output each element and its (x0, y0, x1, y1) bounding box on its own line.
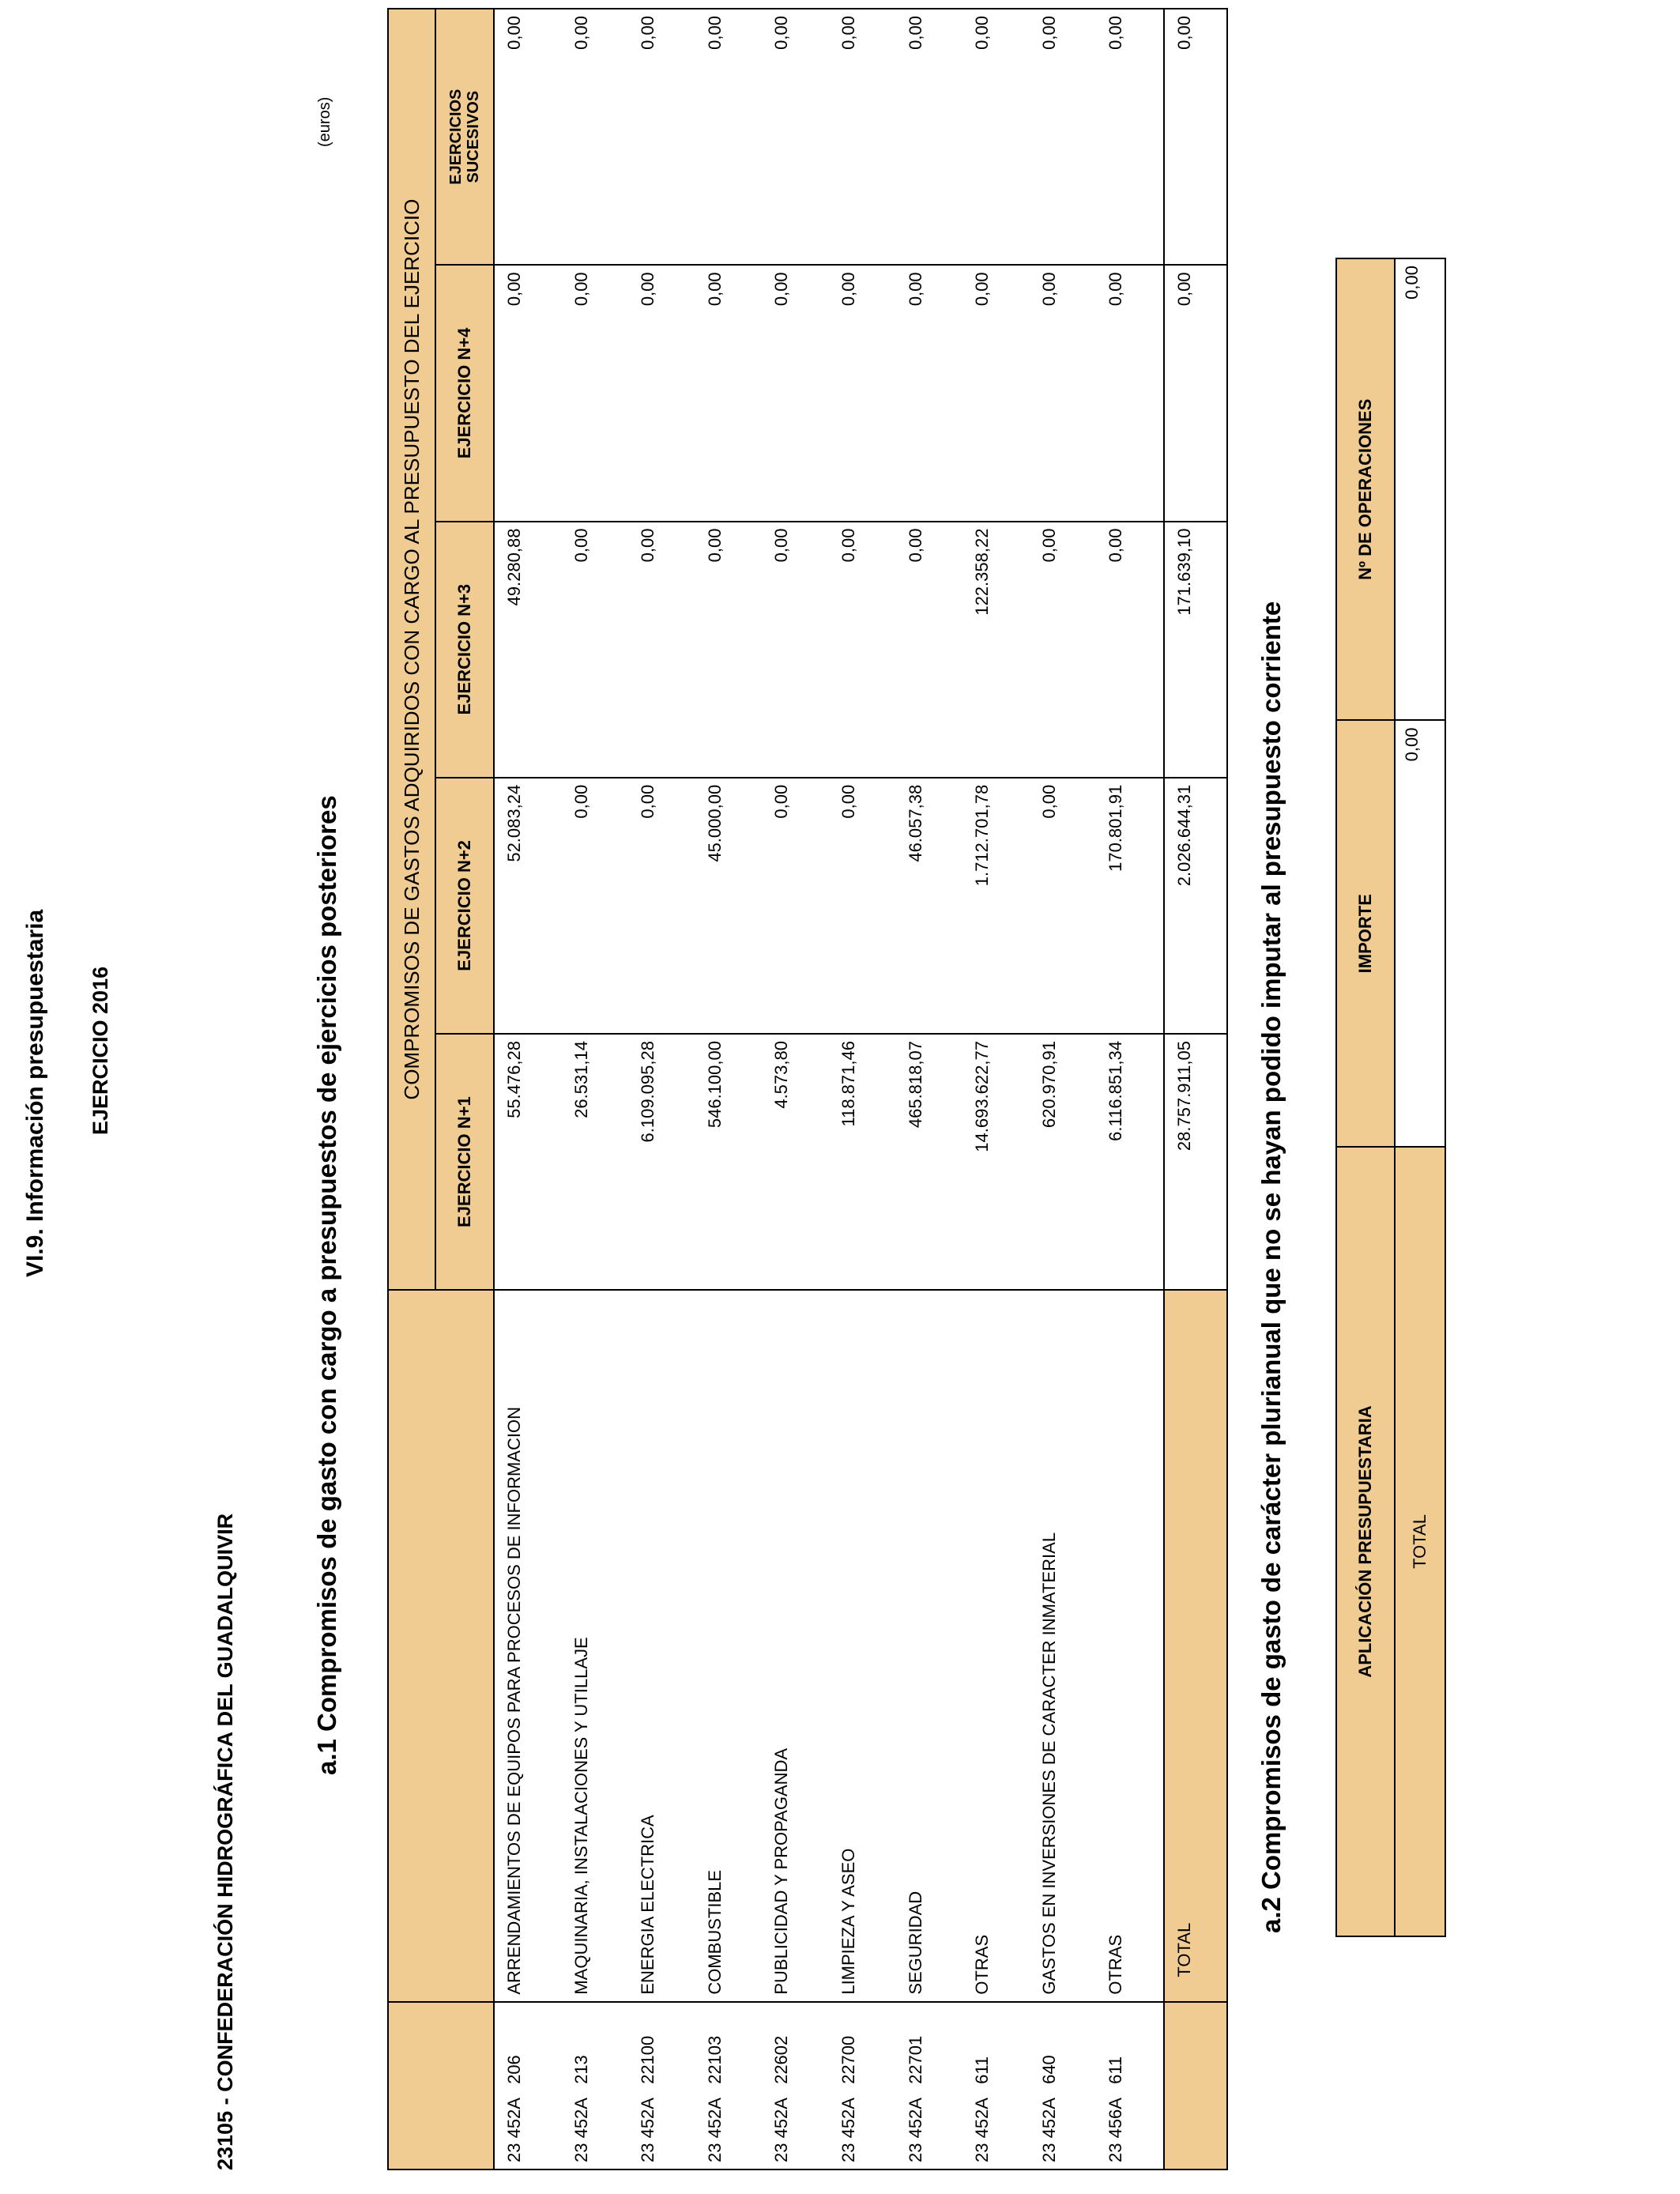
cell-suc: 0,00 (762, 9, 829, 265)
total-n1: 28.757.911,05 (1164, 1034, 1227, 1290)
cell-suc: 0,00 (562, 9, 629, 265)
cell-n1: 546.100,00 (695, 1034, 763, 1290)
commitments-table (387, 8, 1228, 2170)
total-row (1164, 9, 1227, 2169)
col-operaciones: Nº DE OPERACIONES (1336, 258, 1395, 721)
group-header: COMPROMISOS DE GASTOS ADQUIRIDOS CON CARGO AL PRESUPUESTO DEL EJERCICIO (388, 9, 435, 1290)
cell-partida: 23 452A 206 (494, 2002, 562, 2169)
table-row (762, 9, 829, 2169)
cell-n4: 0,00 (1030, 265, 1097, 521)
cell-n3: 0,00 (896, 522, 963, 778)
cell-n2: 45.000,00 (695, 778, 763, 1034)
total-n4: 0,00 (1164, 265, 1227, 521)
cell-descripcion: PUBLICIDAD Y PROPAGANDA (762, 1290, 829, 2001)
cell-partida: 23 452A 22602 (762, 2002, 829, 2169)
cell-n3: 122.358,22 (962, 522, 1030, 778)
cell-n2: 1.712.701,78 (962, 778, 1030, 1034)
total-suc: 0,00 (1164, 9, 1227, 265)
cell-n1: 55.476,28 (494, 1034, 562, 1290)
col-sucesivos-line1: EJERCICIOS (447, 89, 465, 185)
cell-n2: 0,00 (628, 778, 695, 1034)
cell-n3: 0,00 (695, 522, 763, 778)
cell-descripcion: LIMPIEZA Y ASEO (829, 1290, 896, 2001)
cell-descripcion: MAQUINARIA, INSTALACIONES Y UTILLAJE (562, 1290, 629, 2001)
cell-n1: 26.531,14 (562, 1034, 629, 1290)
cell-partida: 23 452A 611 (962, 2002, 1030, 2169)
cell-suc: 0,00 (494, 9, 562, 265)
table-row (628, 9, 695, 2169)
cell-suc: 0,00 (962, 9, 1030, 265)
cell-suc: 0,00 (896, 9, 963, 265)
cell-n4: 0,00 (628, 265, 695, 521)
page-subtitle: EJERCICIO 2016 (89, 966, 112, 1135)
page-title: VI.9. Información presupuestaria (22, 909, 48, 1277)
col-importe: IMPORTE (1336, 721, 1395, 1147)
cell-n2: 0,00 (829, 778, 896, 1034)
cell-suc: 0,00 (1096, 9, 1164, 265)
cell-n1: 6.109.095,28 (628, 1034, 695, 1290)
cell-n4: 0,00 (695, 265, 763, 521)
cell-partida: 23 452A 22103 (695, 2002, 763, 2169)
cell-n1: 14.693.622,77 (962, 1034, 1030, 1290)
cell-descripcion: GASTOS EN INVERSIONES DE CARACTER INMATERIAL (1030, 1290, 1097, 2001)
total-label: TOTAL (1164, 1290, 1227, 2001)
cell-suc: 0,00 (829, 9, 896, 265)
total-blank (1164, 2002, 1227, 2169)
cell-partida: 23 456A 611 (1096, 2002, 1164, 2169)
section-a2-title: a.2 Compromisos de gasto de carácter plurianual que no se hayan podido imputar al presupuesto corriente (1256, 601, 1286, 1933)
cell-descripcion: ENERGIA ELECTRICA (628, 1290, 695, 2001)
cell-n2: 170.801,91 (1096, 778, 1164, 1034)
cell-n4: 0,00 (962, 265, 1030, 521)
cell-n3: 0,00 (1030, 522, 1097, 778)
cell-suc: 0,00 (628, 9, 695, 265)
col-sucesivos-line2: SUCESIVOS (465, 90, 482, 183)
cell-partida: 23 452A 22100 (628, 2002, 695, 2169)
cell-n4: 0,00 (762, 265, 829, 521)
cell-n1: 6.116.851,34 (1096, 1034, 1164, 1290)
cell-n2: 0,00 (762, 778, 829, 1034)
cell-n2: 0,00 (562, 778, 629, 1034)
cell-n4: 0,00 (562, 265, 629, 521)
total-n3: 171.639,10 (1164, 522, 1227, 778)
total-n2: 2.026.644,31 (1164, 778, 1227, 1034)
cell-descripcion: OTRAS (1096, 1290, 1164, 2001)
col-n2: EJERCICIO N+2 (435, 778, 494, 1034)
col-aplicacion: APLICACIÓN PRESUPUESTARIA (1336, 1147, 1395, 1936)
a2-total-operaciones: 0,00 (1395, 258, 1445, 721)
organism-name: 23105 - CONFEDERACIÓN HIDROGRÁFICA DEL GUADALQUIVIR (213, 1513, 237, 2170)
table-row (562, 9, 629, 2169)
cell-n2: 52.083,24 (494, 778, 562, 1034)
section-a1-title: a.1 Compromisos de gasto con cargo a presupuestos de ejercicios posteriores (312, 795, 341, 1775)
cell-n4: 0,00 (896, 265, 963, 521)
col-sucesivos (435, 9, 494, 265)
col-n1: EJERCICIO N+1 (435, 1034, 494, 1290)
table-row (1030, 9, 1097, 2169)
table-row (896, 9, 963, 2169)
units-label: (euros) (316, 96, 333, 147)
cell-suc: 0,00 (1030, 9, 1097, 265)
cell-n2: 0,00 (1030, 778, 1097, 1034)
cell-descripcion: SEGURIDAD (896, 1290, 963, 2001)
table-row (962, 9, 1030, 2169)
cell-descripcion: COMBUSTIBLE (695, 1290, 763, 2001)
col-n4: EJERCICIO N+4 (435, 265, 494, 521)
table-row (1096, 9, 1164, 2169)
table-row (695, 9, 763, 2169)
cell-n4: 0,00 (494, 265, 562, 521)
cell-descripcion: OTRAS (962, 1290, 1030, 2001)
cell-n4: 0,00 (1096, 265, 1164, 521)
cell-n1: 118.871,46 (829, 1034, 896, 1290)
cell-n3: 49.280,88 (494, 522, 562, 778)
cell-partida: 23 452A 22700 (829, 2002, 896, 2169)
cell-partida: 23 452A 22701 (896, 2002, 963, 2169)
cell-n1: 620.970,91 (1030, 1034, 1097, 1290)
cell-n3: 0,00 (562, 522, 629, 778)
cell-n3: 0,00 (628, 522, 695, 778)
cell-partida: 23 452A 640 (1030, 2002, 1097, 2169)
cell-partida: 23 452A 213 (562, 2002, 629, 2169)
cell-descripcion: ARRENDAMIENTOS DE EQUIPOS PARA PROCESOS DE INFORMACION (494, 1290, 562, 2001)
col-descripcion-spacer (388, 1290, 494, 2001)
cell-n2: 46.057,38 (896, 778, 963, 1034)
col-n3: EJERCICIO N+3 (435, 522, 494, 778)
cell-n3: 0,00 (829, 522, 896, 778)
table-row (494, 9, 562, 2169)
cell-n3: 0,00 (1096, 522, 1164, 778)
cell-n4: 0,00 (829, 265, 896, 521)
cell-n1: 465.818,07 (896, 1034, 963, 1290)
table-row (829, 9, 896, 2169)
cell-suc: 0,00 (695, 9, 763, 265)
col-partida (388, 2002, 494, 2169)
a2-total-label: TOTAL (1395, 1147, 1445, 1936)
cell-n3: 0,00 (762, 522, 829, 778)
plurianual-table (1335, 258, 1446, 1937)
a2-total-importe: 0,00 (1395, 721, 1445, 1147)
cell-n1: 4.573,80 (762, 1034, 829, 1290)
